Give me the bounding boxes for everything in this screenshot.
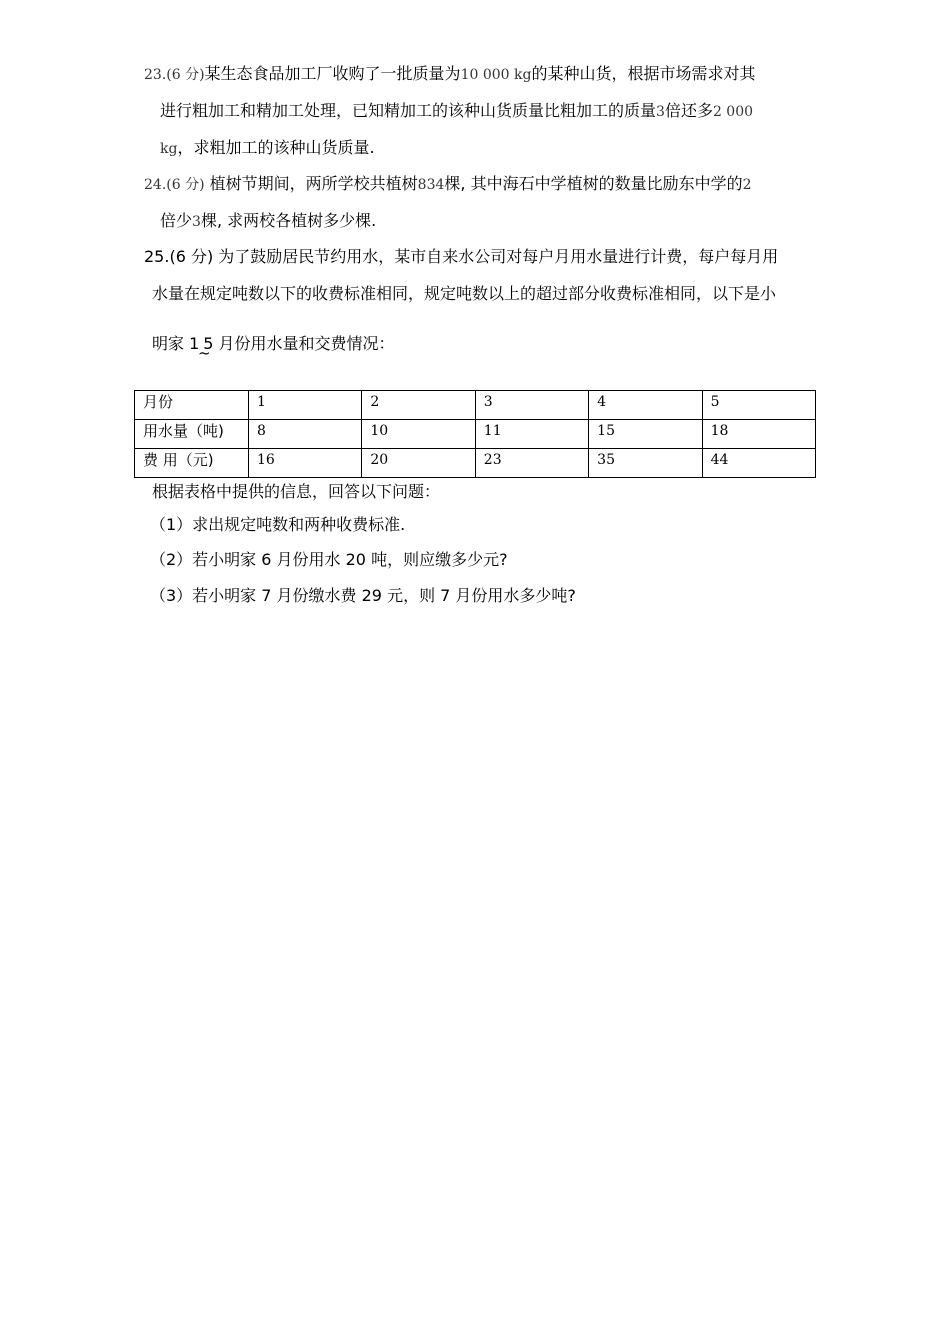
table-cell: 20 [362, 449, 475, 478]
q24-text-1a: 植树节期间，两所学校共植树 [209, 174, 418, 193]
q25-text-3a: 明家 1 [152, 334, 200, 353]
q23-number: 23. [144, 67, 167, 83]
table-row [135, 420, 816, 449]
q24-multiplier: 2 [742, 177, 752, 193]
row-label: 月份 [135, 391, 249, 420]
q24-less: 3 [192, 214, 201, 230]
table-cell: 35 [589, 449, 702, 478]
questions-intro: 根据表格中提供的信息，回答以下问题： [152, 482, 441, 501]
q24-text-2b: 棵, 求两校各植树多少棵. [200, 211, 377, 230]
table-cell: 18 [702, 420, 815, 449]
q25-line-2: 水量在规定吨数以下的收费标准相同，规定吨数以上的超过部分收费标准相同，以下是小 [152, 284, 777, 303]
table-cell: 1 [249, 391, 362, 420]
table-row [135, 449, 816, 478]
range-tilde: ~ [198, 344, 211, 362]
question-3: （3）若小明家 7 月份缴水费 29 元，则 7 月份用水多少吨? [150, 586, 576, 605]
q24-line-1 [144, 174, 752, 195]
q24-text-1b: 棵, 其中海石中学植树的数量比励东中学的 [444, 174, 743, 193]
q23-text-3: ，求粗加工的该种山货质量. [177, 138, 375, 157]
water-usage-table [134, 390, 816, 478]
q25-line-1: 25.(6 分) 为了鼓励居民节约用水，某市自来水公司对每户月用水量进行计费，每户每月用 [144, 247, 779, 266]
q24-text-2a: 倍少 [160, 211, 193, 230]
table-cell: 3 [475, 391, 588, 420]
question-2: （2）若小明家 6 月份用水 20 吨，则应缴多少元? [150, 550, 508, 569]
table-cell: 44 [702, 449, 815, 478]
table-cell: 16 [249, 449, 362, 478]
q25-line-3 [152, 334, 395, 354]
q23-line-1 [144, 64, 755, 85]
q23-line-3 [160, 138, 375, 159]
q23-multiplier: 3 [656, 104, 665, 120]
q25-text-3b: 5 月份用水量和交费情况： [203, 334, 395, 353]
q23-text-2a: 进行粗加工和精加工处理，已知精加工的该种山货质量比粗加工的质量 [160, 101, 657, 120]
q23-text-2b: 倍还多 [664, 101, 713, 120]
q23-extra-mass: 2 000 [712, 104, 754, 120]
question-1: （1）求出规定吨数和两种收费标准. [150, 515, 406, 534]
table-cell: 11 [475, 420, 588, 449]
q23-score: (6 分) [166, 67, 205, 83]
q24-total: 834 [417, 177, 445, 193]
q23-text-1a: 某生态食品加工厂收购了一批质量为 [204, 64, 461, 83]
q24-number: 24. [144, 177, 167, 193]
q24-score: (6 分) [166, 177, 205, 193]
q23-text-1b: 的某种山货，根据市场需求对其 [531, 64, 756, 83]
table-cell: 2 [362, 391, 475, 420]
q24-line-2 [160, 211, 376, 232]
table-cell: 23 [475, 449, 588, 478]
row-label: 用水量（吨) [135, 420, 249, 449]
table-cell: 10 [362, 420, 475, 449]
q23-line-2 [160, 101, 753, 122]
table-row [135, 391, 816, 420]
table-cell: 15 [589, 420, 702, 449]
row-label: 费 用（元) [135, 449, 249, 478]
table-cell: 8 [249, 420, 362, 449]
q23-mass: 10 000 kg [460, 67, 532, 83]
q23-unit: kg [160, 141, 178, 157]
table-cell: 4 [589, 391, 702, 420]
table-cell: 5 [702, 391, 815, 420]
